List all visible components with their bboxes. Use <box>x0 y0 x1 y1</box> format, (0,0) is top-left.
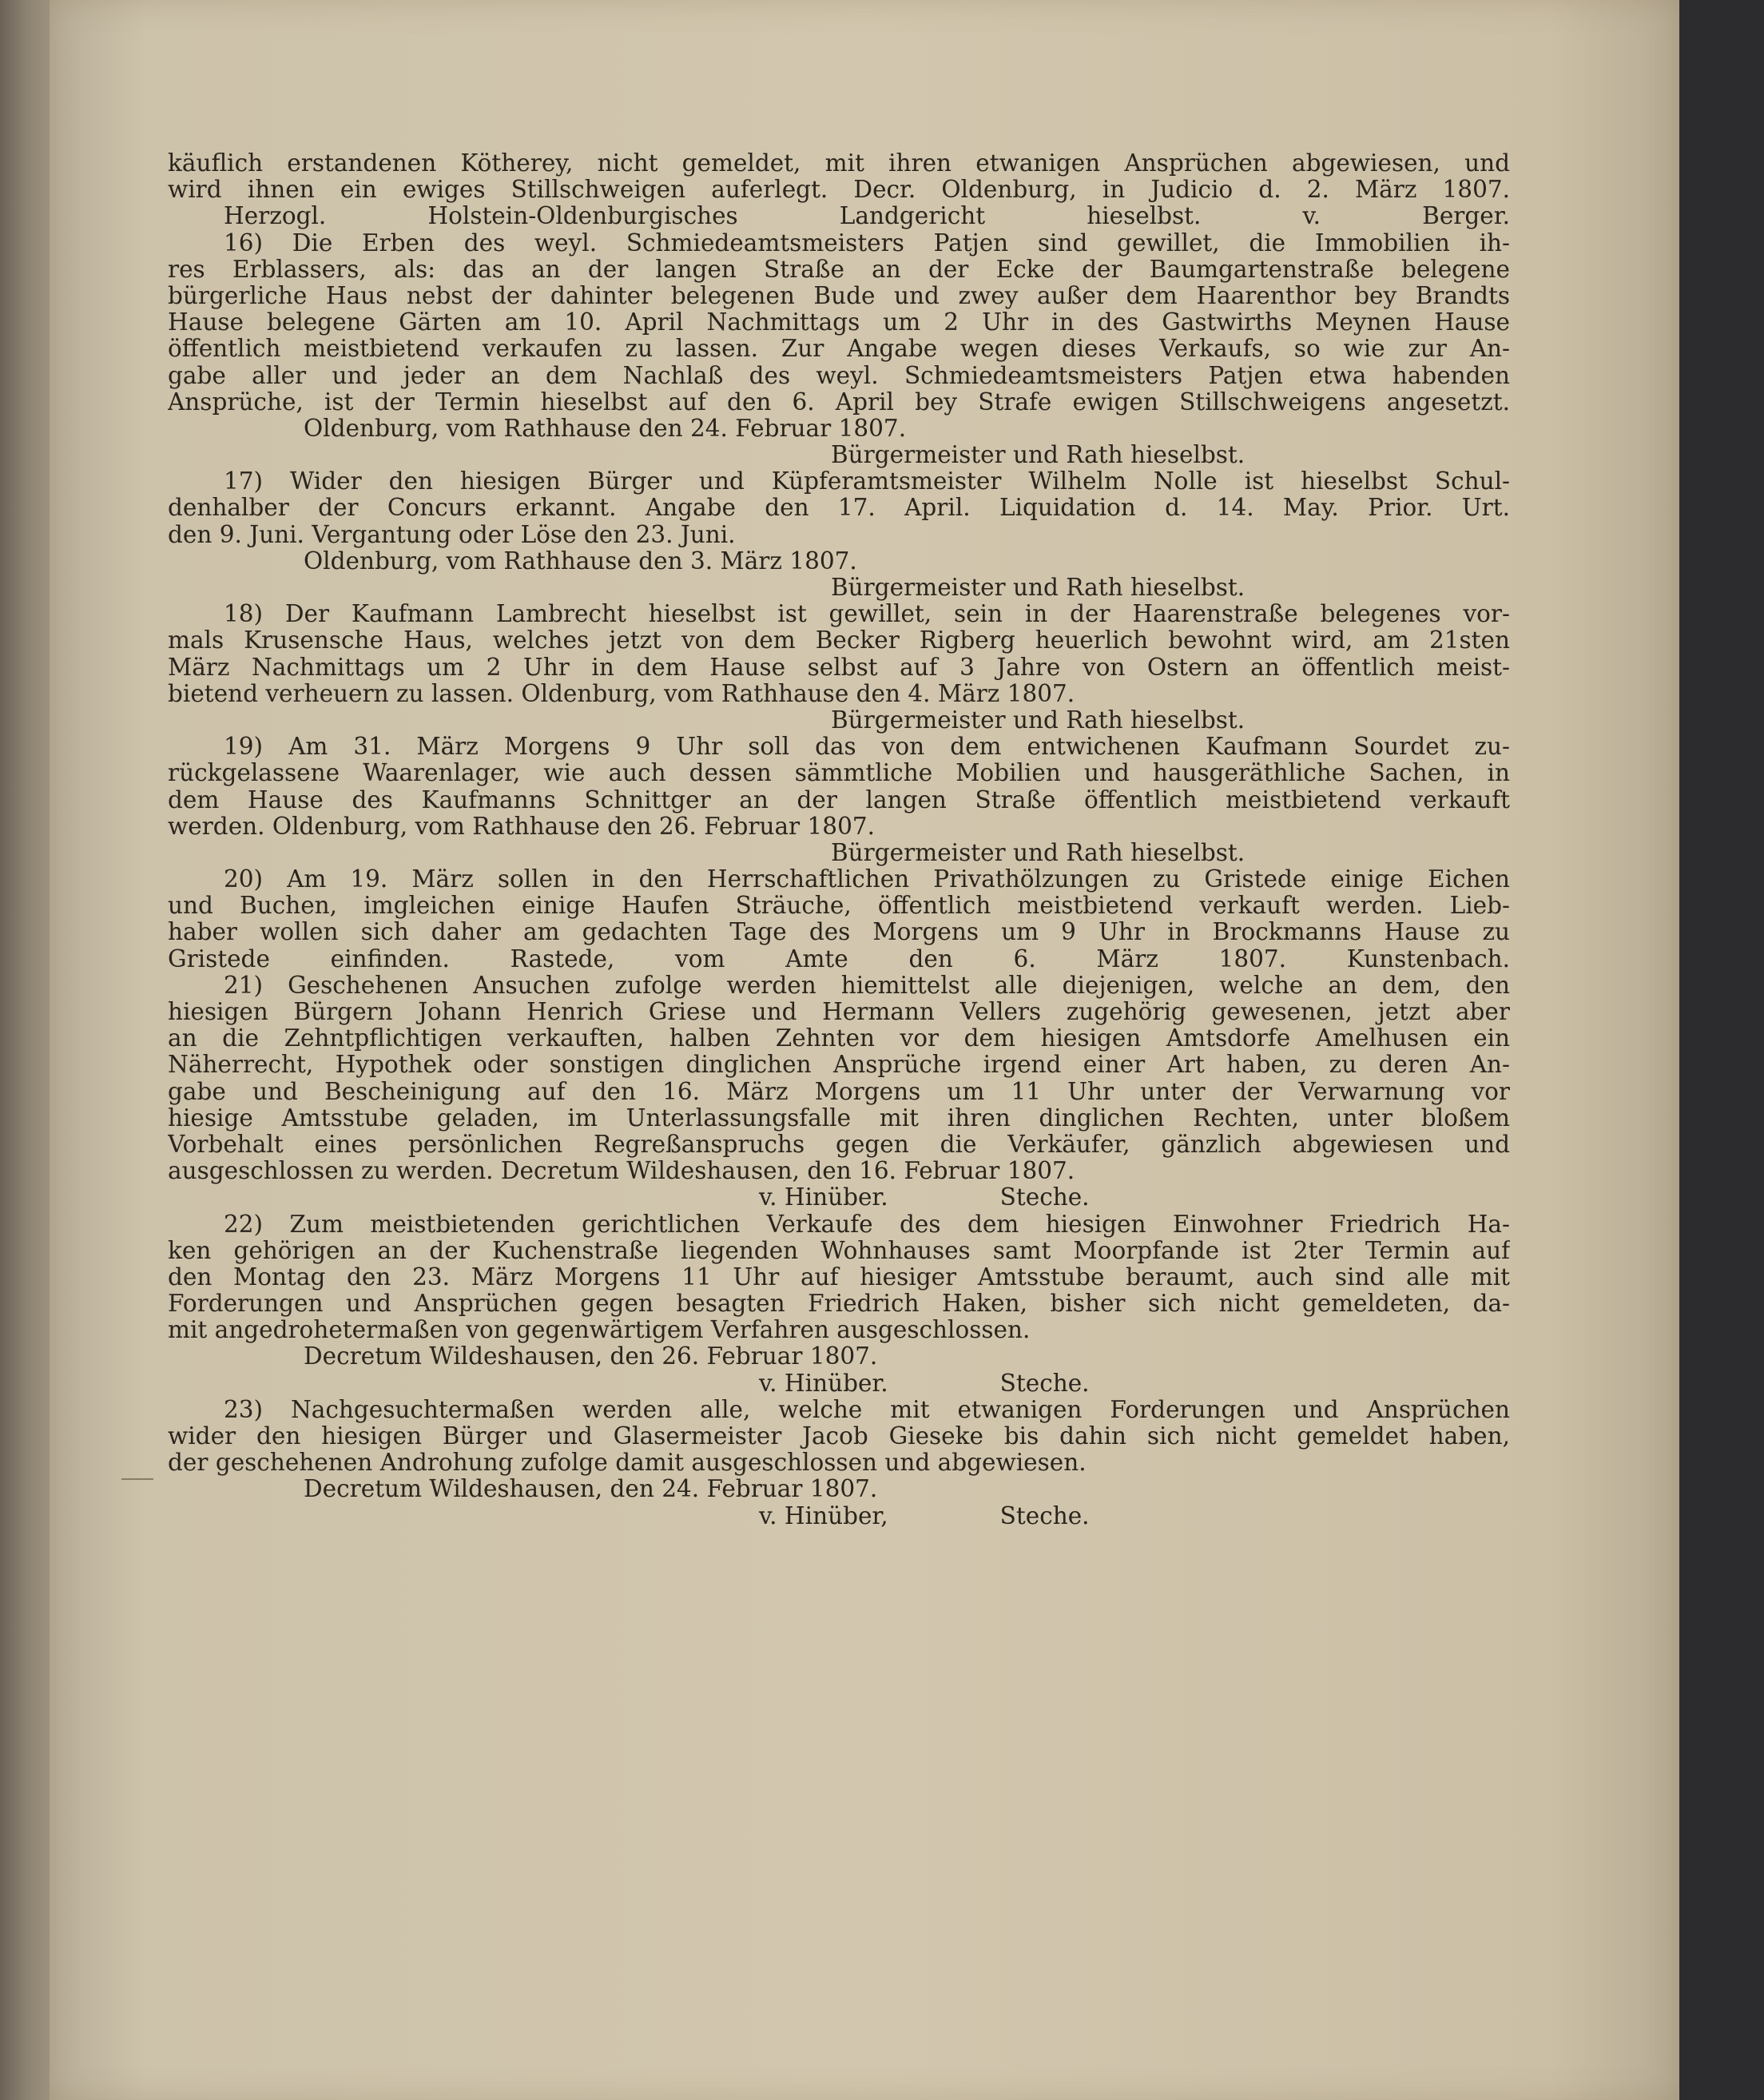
text-line: Vorbehalt eines persönlichen Regreßanspruchs gegen die Verkäufer, gänzlich abgewiesen und <box>168 1131 1510 1158</box>
signature: Bürgermeister und Rath hieselbst. <box>831 706 1246 734</box>
text-line: und Buchen, imgleichen einige Haufen Sträuche, öffentlich meistbietend verkauft werden. Lieb- <box>168 893 1510 920</box>
signature-steche: Steche. <box>999 1502 1090 1529</box>
text-line: Gristede einfinden. Rastede, vom Amte den 6. März 1807. Kunstenbach. <box>168 945 1510 972</box>
page-text <box>168 150 1510 1529</box>
signature-steche: Steche. <box>999 1370 1090 1397</box>
signature-steche: Steche. <box>999 1184 1090 1211</box>
text-line: denhalber der Concurs erkannt. Angabe den 17. April. Liquidation d. 14. May. Prior. Urt. <box>168 495 1510 522</box>
court-signature-line: Herzogl. Holstein-Oldenburgisches Landgericht hieselbst. v. Berger. <box>224 203 1510 230</box>
signature <box>168 1503 1510 1529</box>
text-line: käuflich erstandenen Kötherey, nicht gemeldet, mit ihren etwanigen Ansprüchen abgewiesen, und <box>168 150 1510 177</box>
notice-22-start: 22) Zum meistbietenden gerichtlichen Verkaufe des dem hiesigen Einwohner Friedrich Ha- <box>224 1211 1510 1238</box>
dateline: Decretum Wildeshausen, den 24. Februar 1807. <box>304 1476 878 1503</box>
text-line: ken gehörigen an der Kuchenstraße liegenden Wohnhauses samt Moorpfande ist 2ter Termin auf <box>168 1237 1510 1264</box>
text-line: Ansprüche, ist der Termin hieselbst auf den 6. April bey Strafe ewigen Stillschweigens angesetzt. <box>168 388 1510 416</box>
signature: Bürgermeister und Rath hieselbst. <box>831 839 1246 866</box>
text-line: Näherrecht, Hypothek oder sonstigen dinglichen Ansprüche irgend einer Art haben, zu deren An- <box>168 1052 1510 1079</box>
notice-21-start: 21) Geschehenen Ansuchen zufolge werden hiemittelst alle diejenigen, welche an dem, den <box>224 972 1510 999</box>
text-line: den 9. Juni. Vergantung oder Löse den 23. Juni. <box>168 521 736 548</box>
text-line: ausgeschlossen zu werden. Decretum Wildeshausen, den 16. Februar 1807. <box>168 1158 1075 1185</box>
margin-mark <box>121 1478 153 1480</box>
text-line: den Montag den 23. März Morgens 11 Uhr auf hiesiger Amtsstube beraumt, auch sind alle mit <box>168 1263 1510 1291</box>
text-line: res Erblassers, als: das an der langen Straße an der Ecke der Baumgartenstraße belegene <box>168 256 1510 283</box>
text-line: hiesige Amtsstube geladen, im Unterlassungsfalle mit ihren dinglichen Rechten, unter bloßem <box>168 1104 1510 1132</box>
text-line: März Nachmittags um 2 Uhr in dem Hause selbst auf 3 Jahre von Ostern an öffentlich meist- <box>168 654 1510 681</box>
notice-20-start: 20) Am 19. März sollen in den Herrschaftlichen Privathölzungen zu Gristede einige Eichen <box>224 866 1510 893</box>
text-line: bietend verheuern zu lassen. Oldenburg, vom Rathhause den 4. März 1807. <box>168 680 1075 707</box>
text-line: öffentlich meistbietend verkaufen zu lassen. Zur Angabe wegen dieses Verkaufs, so wie zur An- <box>168 336 1510 363</box>
text-line: rückgelassene Waarenlager, wie auch dessen sämmtliche Mobilien und hausgeräthliche Sachen, in <box>168 760 1510 787</box>
text-line: der geschehenen Androhung zufolge damit ausgeschlossen und abgewiesen. <box>168 1450 1087 1477</box>
notice-17-start: 17) Wider den hiesigen Bürger und Küpferamtsmeister Wilhelm Nolle ist hieselbst Schul- <box>224 468 1510 495</box>
signature-hinuber: v. Hinüber. <box>759 1370 888 1397</box>
text-line: mit angedrohetermaßen von gegenwärtigem Verfahren ausgeschlossen. <box>168 1317 1031 1344</box>
text-line: mals Krusensche Haus, welches jetzt von dem Becker Rigberg heuerlich bewohnt wird, am 21sten <box>168 627 1510 654</box>
text-line: bürgerliche Haus nebst der dahinter belegenen Bude und zwey außer dem Haarenthor bey Brandts <box>168 282 1510 309</box>
signature-hinuber: v. Hinüber. <box>759 1184 888 1211</box>
notice-23-start: 23) Nachgesuchtermaßen werden alle, welche mit etwanigen Forderungen und Ansprüchen <box>224 1396 1510 1423</box>
signature: Bürgermeister und Rath hieselbst. <box>831 442 1246 469</box>
notice-16-start: 16) Die Erben des weyl. Schmiedeamtsmeisters Patjen sind gewillet, die Immobilien ih- <box>224 229 1510 257</box>
text-line: wider den hiesigen Bürger und Glasermeister Jacob Gieseke bis dahin sich nicht gemeldet haben, <box>168 1423 1510 1450</box>
dateline: Oldenburg, vom Rathhause den 3. März 1807. <box>304 547 857 575</box>
signature <box>168 1370 1510 1397</box>
text-line: gabe und Bescheinigung auf den 16. März Morgens um 11 Uhr unter der Verwarnung vor <box>168 1078 1510 1105</box>
signature-hinuber: v. Hinüber, <box>759 1502 888 1529</box>
text-line: gabe aller und jeder an dem Nachlaß des weyl. Schmiedeamtsmeisters Patjen etwa habenden <box>168 362 1510 389</box>
text-line: dem Hause des Kaufmanns Schnittger an der langen Straße öffentlich meistbietend verkauft <box>168 786 1510 813</box>
text-line: Hause belegene Gärten am 10. April Nachmittags um 2 Uhr in des Gastwirths Meynen Hause <box>168 309 1510 336</box>
notice-19-start: 19) Am 31. März Morgens 9 Uhr soll das von dem entwichenen Kaufmann Sourdet zu- <box>224 734 1510 761</box>
signature <box>168 1184 1510 1211</box>
dateline: Oldenburg, vom Rathhause den 24. Februar 1807. <box>304 415 907 442</box>
text-line: hiesigen Bürgern Johann Henrich Griese und Hermann Vellers zugehörig gewesenen, jetzt aber <box>168 999 1510 1025</box>
text-line: werden. Oldenburg, vom Rathhause den 26. Februar 1807. <box>168 813 875 840</box>
text-line: haber wollen sich daher am gedachten Tage des Morgens um 9 Uhr in Brockmanns Hause zu <box>168 919 1510 946</box>
dateline: Decretum Wildeshausen, den 26. Februar 1807. <box>304 1343 878 1370</box>
text-line: an die Zehntpflichtigen verkauften, halben Zehnten vor dem hiesigen Amtsdorfe Amelhusen ein <box>168 1025 1510 1052</box>
signature: Bürgermeister und Rath hieselbst. <box>831 575 1246 601</box>
text-line: Forderungen und Ansprüchen gegen besagten Friedrich Haken, bisher sich nicht gemeldeten, da- <box>168 1291 1510 1318</box>
notice-18-start: 18) Der Kaufmann Lambrecht hieselbst ist gewillet, sein in der Haarenstraße belegenes vor- <box>224 601 1510 628</box>
text-line: wird ihnen ein ewiges Stillschweigen auferlegt. Decr. Oldenburg, in Judicio d. 2. März 1807. <box>168 177 1510 204</box>
